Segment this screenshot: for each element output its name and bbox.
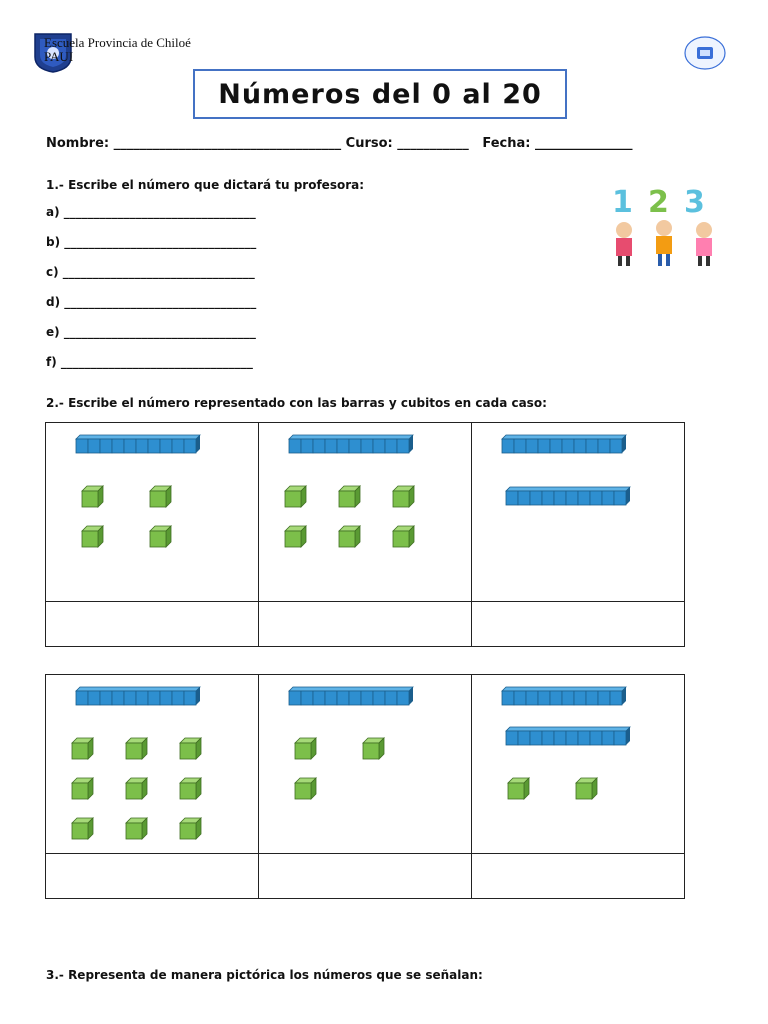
svg-text:2: 2	[648, 185, 669, 220]
unit-cube	[150, 526, 171, 547]
nombre-field[interactable]: ___________________________________	[113, 136, 342, 151]
base-ten-blocks	[259, 675, 471, 853]
ten-bar	[502, 687, 626, 705]
case-5-picture	[259, 675, 471, 853]
answer-letter: b)	[46, 235, 65, 249]
ten-bar	[502, 435, 626, 453]
answer-blank[interactable]: ________________________________	[64, 295, 257, 309]
nombre-label: Nombre:	[46, 136, 110, 151]
student-info-row	[46, 136, 632, 151]
unit-cube	[72, 778, 93, 799]
ten-bar	[289, 435, 413, 453]
case-1-answer-box[interactable]	[46, 602, 259, 647]
unit-cube	[339, 526, 360, 547]
ten-bar	[506, 487, 630, 505]
answer-letter: f)	[46, 355, 61, 369]
base-ten-table-2	[45, 674, 685, 899]
kids-numbers-illustration	[602, 178, 726, 272]
unit-cube	[295, 738, 316, 759]
fecha-field[interactable]: _______________	[534, 136, 633, 151]
unit-cube	[126, 738, 147, 759]
answer-blank[interactable]: ________________________________	[63, 205, 256, 219]
question-3-text: 3.- Representa de manera pictórica los números que se señalan:	[46, 968, 483, 982]
unit-cube	[82, 526, 103, 547]
unit-cube	[295, 778, 316, 799]
answer-blank[interactable]: ________________________________	[64, 235, 257, 249]
case-3-answer-box[interactable]	[472, 602, 685, 647]
pie-logo-icon	[683, 35, 727, 71]
case-5-answer-box[interactable]	[259, 854, 472, 899]
unit-cube	[393, 526, 414, 547]
curso-field[interactable]: ___________	[397, 136, 469, 151]
answer-line-b[interactable]	[46, 235, 256, 249]
answer-letter: d)	[46, 295, 65, 309]
answer-blank[interactable]: ________________________________	[62, 265, 255, 279]
question-1-text: 1.- Escribe el número que dictará tu profesora:	[46, 178, 365, 192]
unit-cube	[180, 818, 201, 839]
unit-cube	[393, 486, 414, 507]
unit-cube	[150, 486, 171, 507]
unit-cube	[285, 486, 306, 507]
answer-blank[interactable]: ________________________________	[63, 325, 256, 339]
school-name-line1: Escuela Provincia de Chiloé	[44, 35, 191, 50]
unit-cube	[72, 738, 93, 759]
svg-text:3: 3	[684, 185, 705, 220]
worksheet-title: Números del 0 al 20	[218, 78, 542, 110]
answer-letter: e)	[46, 325, 64, 339]
answer-letter: a)	[46, 205, 64, 219]
curso-label: Curso:	[345, 136, 393, 151]
base-ten-table-1	[45, 422, 685, 647]
unit-cube	[285, 526, 306, 547]
school-name-line2: PAUI	[44, 49, 74, 64]
answer-blank[interactable]: ________________________________	[60, 355, 253, 369]
case-4-picture	[46, 675, 258, 853]
base-ten-blocks	[472, 423, 684, 601]
ten-bar	[289, 687, 413, 705]
answer-line-d[interactable]	[46, 295, 256, 309]
base-ten-blocks	[46, 675, 258, 853]
fecha-label: Fecha:	[482, 136, 531, 151]
case-1-picture	[46, 423, 258, 601]
answer-line-a[interactable]	[46, 205, 256, 219]
base-ten-blocks	[259, 423, 471, 601]
answer-line-c[interactable]	[46, 265, 255, 279]
unit-cube	[126, 818, 147, 839]
answer-line-e[interactable]	[46, 325, 256, 339]
unit-cube	[82, 486, 103, 507]
case-2-picture	[259, 423, 471, 601]
unit-cube	[576, 778, 597, 799]
answer-line-f[interactable]	[46, 355, 253, 369]
unit-cube	[126, 778, 147, 799]
case-3-picture	[472, 423, 684, 601]
unit-cube	[180, 738, 201, 759]
base-ten-blocks	[472, 675, 684, 853]
base-ten-blocks	[46, 423, 258, 601]
unit-cube	[339, 486, 360, 507]
case-4-answer-box[interactable]	[46, 854, 259, 899]
unit-cube	[508, 778, 529, 799]
school-name	[44, 36, 191, 64]
unit-cube	[180, 778, 201, 799]
case-6-answer-box[interactable]	[472, 854, 685, 899]
unit-cube	[363, 738, 384, 759]
question-2-text: 2.- Escribe el número representado con las barras y cubitos en cada caso:	[46, 396, 547, 410]
ten-bar	[76, 687, 200, 705]
svg-text:1: 1	[612, 185, 633, 220]
worksheet-title-box	[193, 69, 567, 119]
case-6-picture	[472, 675, 684, 853]
ten-bar	[506, 727, 630, 745]
ten-bar	[76, 435, 200, 453]
answer-letter: c)	[46, 265, 63, 279]
case-2-answer-box[interactable]	[259, 602, 472, 647]
unit-cube	[72, 818, 93, 839]
